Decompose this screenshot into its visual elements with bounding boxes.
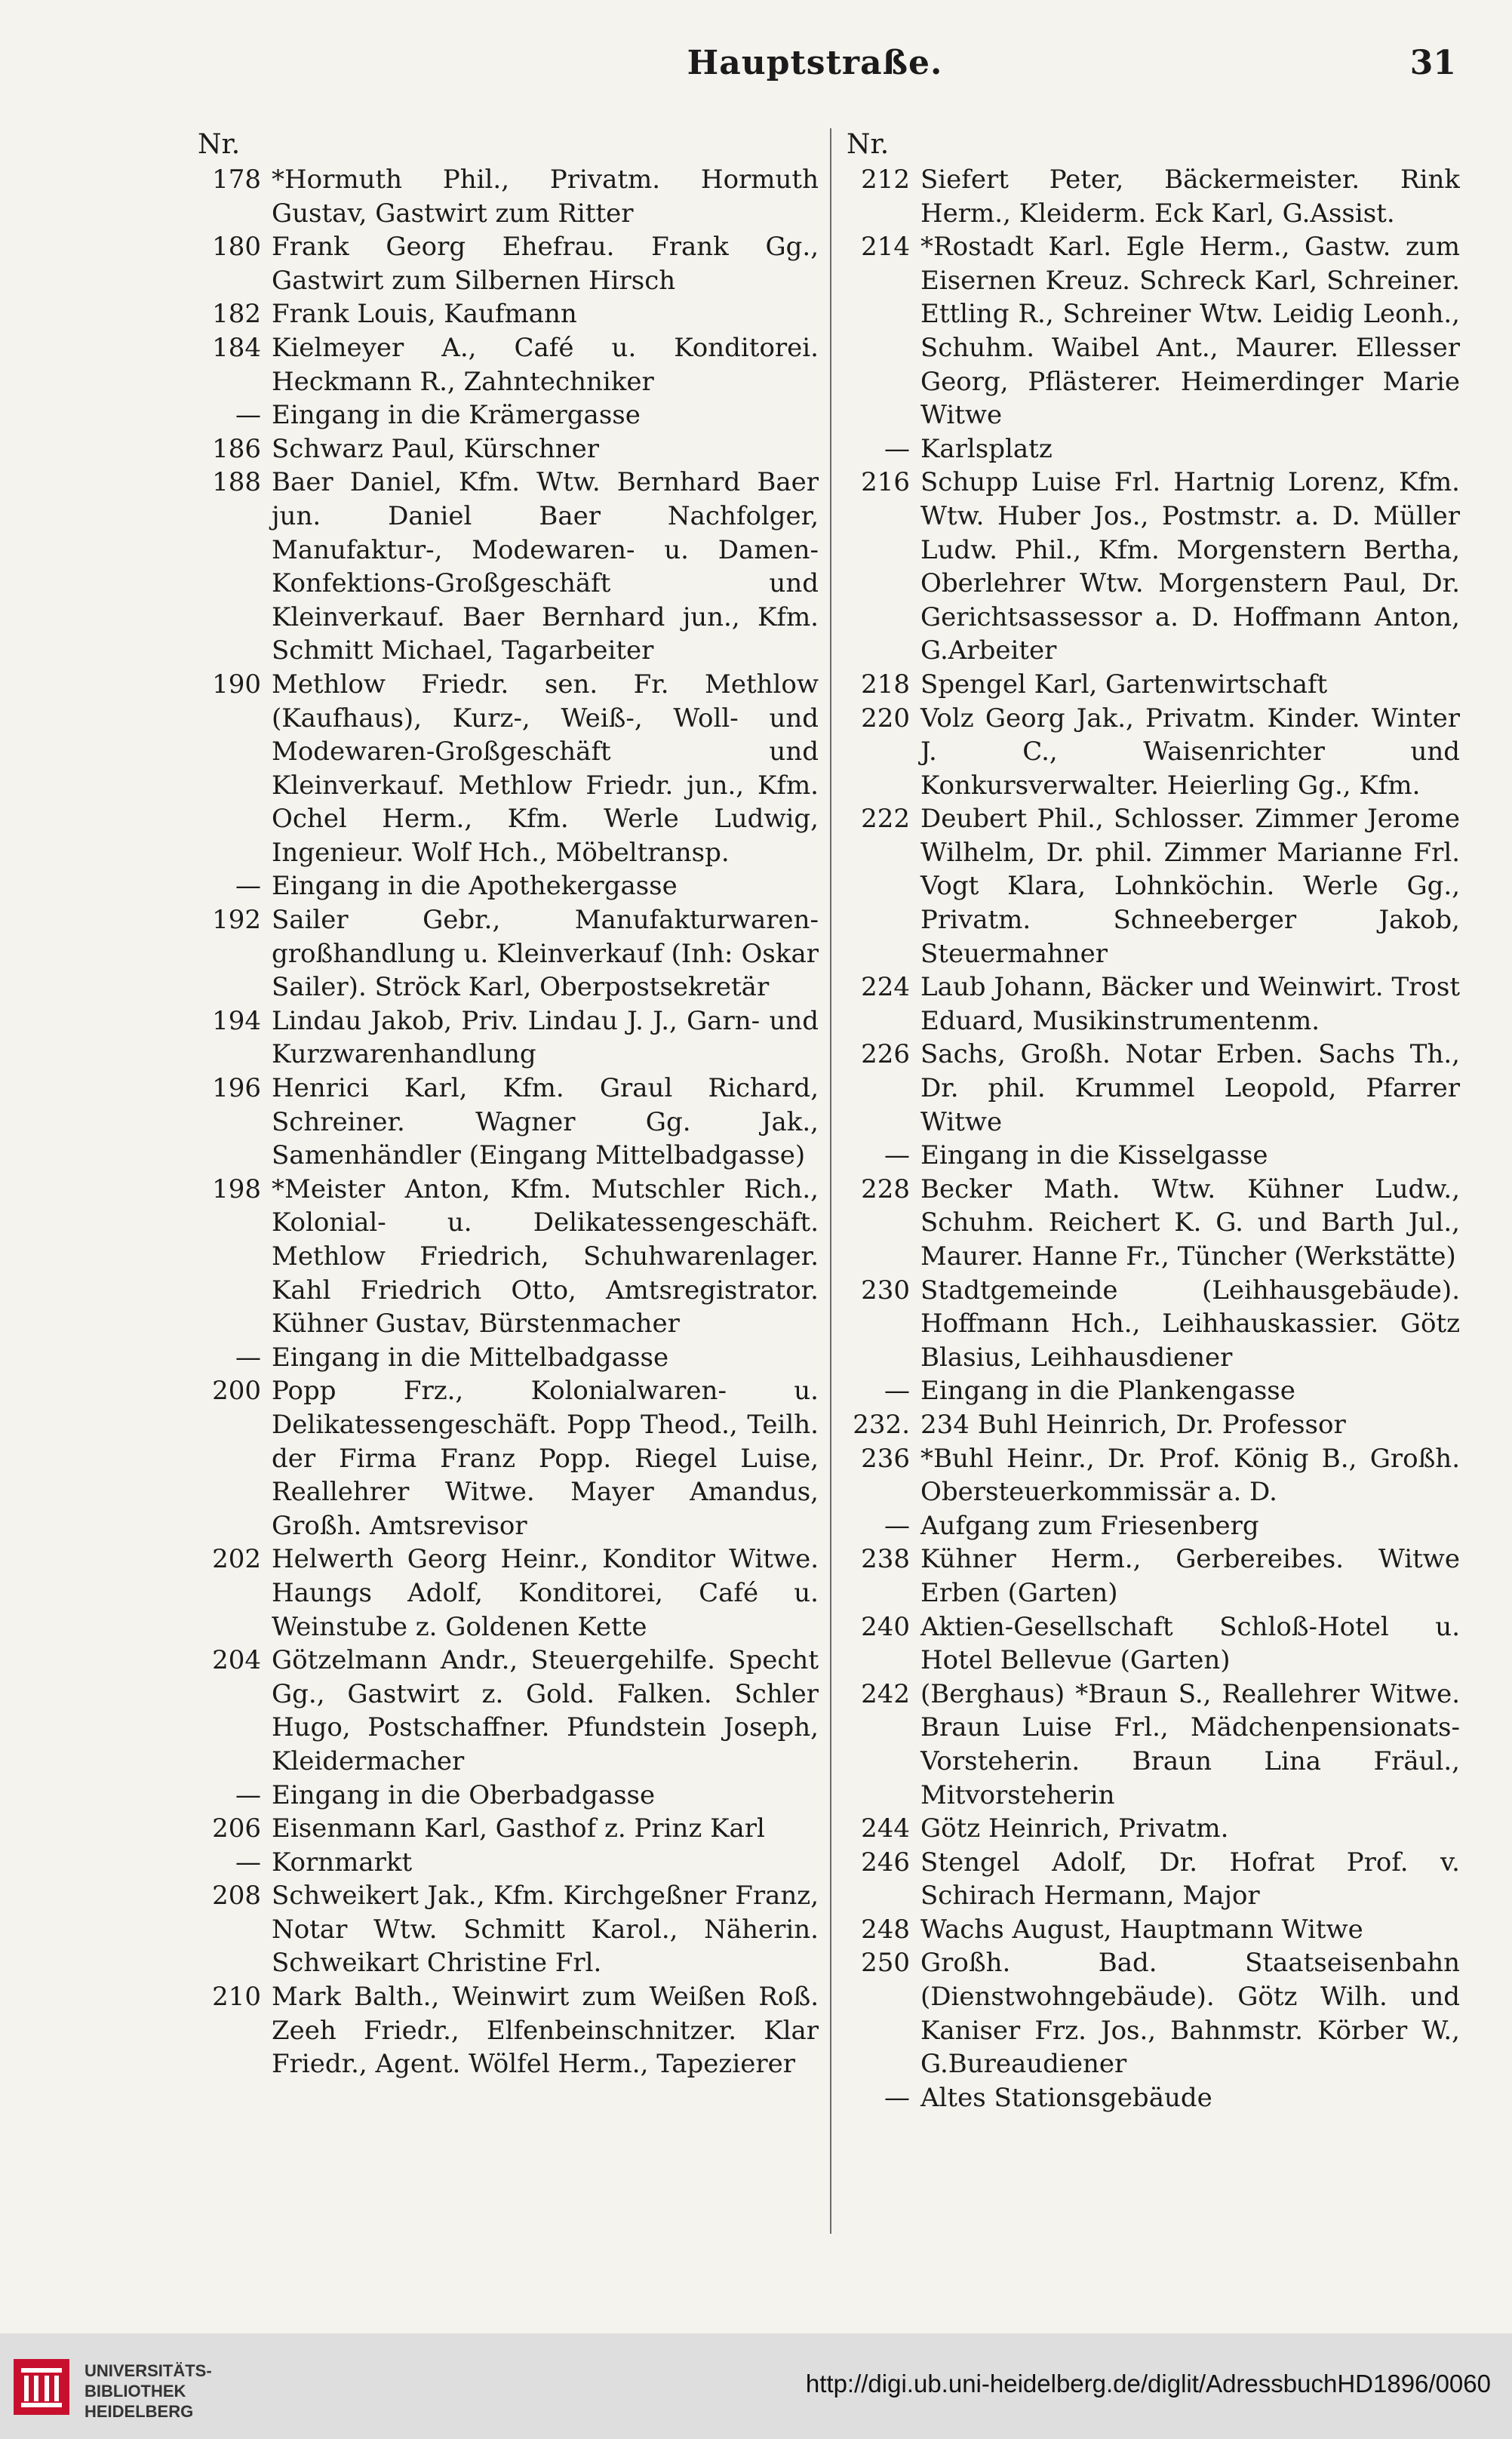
house-number: 188 <box>212 467 261 498</box>
address-entry <box>189 1072 819 1173</box>
address-entry <box>189 1004 819 1072</box>
house-number: 214 <box>861 232 910 263</box>
house-number: 240 <box>861 1611 910 1642</box>
house-number: — <box>884 1510 910 1541</box>
house-number: 190 <box>212 669 261 700</box>
house-number: 210 <box>212 1982 261 2013</box>
street-section-row <box>189 398 819 432</box>
library-name-line: UNIVERSITÄTS- <box>85 2361 212 2380</box>
residents-text: (Berghaus) *Braun S., Reallehrer Witwe. Braun Luise Frl., Mädchenpensionats-Vorsteherin. Braun Lina Fräul., Mitvorsteherin <box>920 1678 1460 1810</box>
street-section-row <box>837 2081 1460 2115</box>
residents-text: Laub Johann, Bäcker und Weinwirt. Trost Eduard, Musikinstrumentenm. <box>920 972 1460 1036</box>
house-number: 186 <box>212 433 261 464</box>
residents-text: Lindau Jakob, Priv. Lindau J. J., Garn- und Kurzwarenhandlung <box>272 1005 819 1070</box>
column-divider <box>830 128 831 2234</box>
address-entry <box>837 1610 1460 1678</box>
address-entry <box>189 331 819 398</box>
house-number: — <box>884 433 910 464</box>
address-entry <box>189 297 819 331</box>
address-entry <box>189 1879 819 1980</box>
residents-text: Deubert Phil., Schlosser. Zimmer Jerome Wilhelm, Dr. phil. Zimmer Marianne Frl. Vogt Klara, Lohnköchin. Werle Gg., Privatm. Schneeberger Jakob, Steuermahner <box>920 804 1460 969</box>
residents-text: Sachs, Großh. Notar Erben. Sachs Th., Dr. phil. Krummel Leopold, Pfarrer Witwe <box>920 1039 1460 1137</box>
house-number: 178 <box>212 165 261 195</box>
residents-text: Frank Louis, Kaufmann <box>272 299 577 330</box>
residents-text: Sailer Gebr., Manufakturwaren-großhandlung u. Kleinverkauf (Inh: Oskar Sailer). Ströck Karl, Oberpostsekretär <box>272 905 819 1003</box>
house-number: 236 <box>861 1443 910 1474</box>
street-section-row <box>837 432 1460 466</box>
address-entry <box>837 1812 1460 1846</box>
address-entry <box>837 1274 1460 1375</box>
residents-text: Eingang in die Plankengasse <box>920 1376 1295 1407</box>
house-number: 192 <box>212 905 261 936</box>
house-number: 196 <box>212 1073 261 1104</box>
house-number: — <box>884 1140 910 1171</box>
residents-text: Frank Georg Ehefrau. Frank Gg., Gastwirt zum Silbernen Hirsch <box>272 232 819 296</box>
house-number: 200 <box>212 1376 261 1407</box>
address-entry <box>189 432 819 466</box>
residents-text: *Meister Anton, Kfm. Mutschler Rich., Kolonial- u. Delikatessengeschäft. Methlow Friedrich, Schuhwarenlager. Kahl Friedrich Otto, Amtsregistrator. Kühner Gustav, Bürstenmacher <box>272 1173 819 1339</box>
residents-text: Schweikert Jak., Kfm. Kirchgeßner Franz, Notar Wtw. Schmitt Karol., Näherin. Schweikart Christine Frl. <box>272 1881 819 1979</box>
house-number: 230 <box>861 1275 910 1306</box>
footer-bar <box>0 2333 1512 2439</box>
address-entry <box>189 903 819 1004</box>
house-number: 232. <box>853 1409 910 1440</box>
residents-text: Methlow Friedr. sen. Fr. Methlow (Kaufhaus), Kurz-, Weiß-, Woll- und Modewaren-Großgeschäft und Kleinverkauf. Methlow Friedr. jun., Kfm. Ochel Herm., Kfm. Werle Ludwig, Ingenieur. Wolf Hch., Möbeltransp. <box>272 669 819 868</box>
residents-text: Volz Georg Jak., Privatm. Kinder. Winter J. C., Waisenrichter und Konkursverwalter. Heierling Gg., Kfm. <box>920 703 1460 801</box>
house-number: 216 <box>861 467 910 498</box>
page-number: 31 <box>1409 44 1456 82</box>
address-entry <box>837 1542 1460 1610</box>
residents-text: Stengel Adolf, Dr. Hofrat Prof. v. Schirach Hermann, Major <box>920 1847 1460 1912</box>
residents-text: Altes Stationsgebäude <box>920 2082 1212 2113</box>
residents-text: Schwarz Paul, Kürschner <box>272 433 600 464</box>
street-section-row <box>189 1779 819 1813</box>
house-number: — <box>235 1779 261 1810</box>
residents-text: Becker Math. Wtw. Kühner Ludw., Schuhm. Reichert K. G. und Barth Jul., Maurer. Hanne Fr., Tüncher (Werkstätte) <box>920 1173 1460 1272</box>
address-entry <box>189 1173 819 1341</box>
column-heading: Nr. <box>847 129 890 160</box>
address-entry <box>837 970 1460 1038</box>
residents-text: Großh. Bad. Staatseisenbahn (Dienstwohngebäude). Götz Wilh. und Kaniser Frz. Jos., Bahnmstr. Körber W., G.Bureaudiener <box>920 1948 1460 2080</box>
house-number: 246 <box>861 1847 910 1878</box>
residents-text: Karlsplatz <box>920 433 1053 464</box>
house-number: 228 <box>861 1173 910 1204</box>
address-entry <box>837 1913 1460 1947</box>
residents-text: Eingang in die Kisselgasse <box>920 1140 1268 1171</box>
house-number: 204 <box>212 1645 261 1676</box>
residents-text: 234 Buhl Heinrich, Dr. Professor <box>920 1409 1346 1440</box>
address-entry <box>837 1038 1460 1139</box>
residents-text: Spengel Karl, Gartenwirtschaft <box>920 669 1328 700</box>
address-entry <box>837 163 1460 230</box>
address-entry <box>189 1542 819 1644</box>
entry-list <box>837 163 1460 2115</box>
house-number: 198 <box>212 1173 261 1204</box>
house-number: 220 <box>861 703 910 734</box>
house-number: 224 <box>861 972 910 1003</box>
library-name-line: BIBLIOTHEK <box>85 2382 186 2401</box>
residents-text: Henrici Karl, Kfm. Graul Richard, Schreiner. Wagner Gg. Jak., Samenhändler (Eingang Mittelbadgasse) <box>272 1073 819 1171</box>
address-entry <box>189 466 819 668</box>
residents-text: *Rostadt Karl. Egle Herm., Gastw. zum Eisernen Kreuz. Schreck Karl, Schreiner. Ettling R., Schreiner Wtw. Leidig Leonh., Schuhm. Waibel Ant., Maurer. Ellesser Georg, Pflästerer. Heimerdinger Marie Witwe <box>920 232 1460 431</box>
address-entry <box>837 1678 1460 1812</box>
house-number: — <box>235 400 261 431</box>
residents-text: Baer Daniel, Kfm. Wtw. Bernhard Baer jun. Daniel Baer Nachfolger, Manufaktur-, Modewaren- u. Damen-Konfektions-Großgeschäft und Kleinverkauf. Baer Bernhard jun., Kfm. Schmitt Michael, Tagarbeiter <box>272 467 819 666</box>
house-number: 238 <box>861 1544 910 1575</box>
address-entry <box>189 163 819 230</box>
house-number: 208 <box>212 1881 261 1912</box>
residents-text: Götz Heinrich, Privatm. <box>920 1813 1229 1844</box>
residents-text: Eisenmann Karl, Gasthof z. Prinz Karl <box>272 1813 765 1844</box>
residents-text: Wachs August, Hauptmann Witwe <box>920 1914 1363 1945</box>
house-number: — <box>235 871 261 902</box>
left-column <box>189 128 819 2241</box>
residents-text: *Hormuth Phil., Privatm. Hormuth Gustav, Gastwirt zum Ritter <box>272 165 819 229</box>
house-number: 250 <box>861 1948 910 1979</box>
house-number: 184 <box>212 332 261 363</box>
residents-text: Mark Balth., Weinwirt zum Weißen Roß. Zeeh Friedr., Elfenbeinschnitzer. Klar Friedr., Agent. Wölfel Herm., Tapezierer <box>272 1982 819 2080</box>
house-number: — <box>884 2082 910 2113</box>
house-number: 206 <box>212 1813 261 1844</box>
library-logo-icon <box>14 2359 69 2415</box>
running-head <box>174 44 1456 89</box>
residents-text: Eingang in die Apothekergasse <box>272 871 678 902</box>
house-number: 244 <box>861 1813 910 1844</box>
source-url-link[interactable]: http://digi.ub.uni-heidelberg.de/diglit/AdressbuchHD1896/0060 <box>805 2370 1491 2397</box>
house-number: 194 <box>212 1005 261 1036</box>
entry-list <box>189 163 819 2081</box>
house-number: — <box>235 1847 261 1878</box>
right-column <box>837 128 1460 2241</box>
residents-text: *Buhl Heinr., Dr. Prof. König B., Großh. Obersteuerkommissär a. D. <box>920 1443 1460 1508</box>
residents-text: Kornmarkt <box>272 1847 413 1878</box>
residents-text: Helwerth Georg Heinr., Konditor Witwe. Haungs Adolf, Konditorei, Café u. Weinstube z. Goldenen Kette <box>272 1544 819 1642</box>
address-entry <box>837 668 1460 702</box>
street-section-row <box>837 1139 1460 1173</box>
address-entry <box>189 1644 819 1778</box>
house-number: 218 <box>861 669 910 700</box>
house-number: — <box>884 1376 910 1407</box>
house-number: 242 <box>861 1678 910 1709</box>
address-entry <box>837 1442 1460 1509</box>
address-entry <box>189 1980 819 2081</box>
library-name-line: HEIDELBERG <box>85 2402 194 2421</box>
street-section-row <box>189 1341 819 1375</box>
house-number: 182 <box>212 299 261 330</box>
address-entry <box>837 1408 1460 1442</box>
residents-text: Aktien-Gesellschaft Schloß-Hotel u. Hotel Bellevue (Garten) <box>920 1611 1460 1676</box>
house-number: 202 <box>212 1544 261 1575</box>
house-number: 226 <box>861 1039 910 1070</box>
house-number: 222 <box>861 804 910 835</box>
library-name <box>85 2361 212 2422</box>
address-entry <box>837 1173 1460 1274</box>
column-heading: Nr. <box>198 129 241 160</box>
house-number: — <box>235 1342 261 1373</box>
residents-text: Götzelmann Andr., Steuergehilfe. Specht Gg., Gastwirt z. Gold. Falken. Schler Hugo, Postschaffner. Pfundstein Joseph, Kleidermacher <box>272 1645 819 1776</box>
address-entry <box>189 230 819 297</box>
residents-text: Siefert Peter, Bäckermeister. Rink Herm., Kleiderm. Eck Karl, G.Assist. <box>920 165 1460 229</box>
residents-text: Eingang in die Krämergasse <box>272 400 641 431</box>
address-entry <box>837 702 1460 803</box>
residents-text: Kühner Herm., Gerbereibes. Witwe Erben (Garten) <box>920 1544 1460 1608</box>
address-entry <box>837 1846 1460 1913</box>
page-title: Hauptstraße. <box>687 44 943 82</box>
house-number: 180 <box>212 232 261 263</box>
address-entry <box>837 802 1460 970</box>
residents-text: Aufgang zum Friesenberg <box>920 1510 1259 1541</box>
address-entry <box>837 1946 1460 2081</box>
residents-text: Kielmeyer A., Café u. Konditorei. Heckmann R., Zahntechniker <box>272 332 819 397</box>
house-number: 212 <box>861 165 910 195</box>
address-entry <box>189 1374 819 1542</box>
address-entry <box>837 230 1460 432</box>
residents-text: Popp Frz., Kolonialwaren- u. Delikatessengeschäft. Popp Theod., Teilh. der Firma Franz Popp. Riegel Luise, Reallehrer Witwe. Mayer Amandus, Großh. Amtsrevisor <box>272 1376 819 1541</box>
residents-text: Stadtgemeinde (Leihhausgebäude). Hoffmann Hch., Leihhauskassier. Götz Blasius, Leihhausdiener <box>920 1275 1460 1373</box>
house-number: 248 <box>861 1914 910 1945</box>
address-entry <box>189 1812 819 1846</box>
residents-text: Eingang in die Oberbadgasse <box>272 1779 656 1810</box>
address-entry <box>837 466 1460 668</box>
street-section-row <box>837 1509 1460 1543</box>
street-section-row <box>189 1846 819 1880</box>
residents-text: Schupp Luise Frl. Hartnig Lorenz, Kfm. Wtw. Huber Jos., Postmstr. a. D. Müller Ludw. Phil., Kfm. Morgenstern Bertha, Oberlehrer Wtw. Morgenstern Paul, Dr. Gerichtsassessor a. D. Hoffmann Anton, G.Arbeiter <box>920 467 1460 666</box>
street-section-row <box>837 1374 1460 1408</box>
address-entry <box>189 668 819 870</box>
residents-text: Eingang in die Mittelbadgasse <box>272 1342 669 1373</box>
street-section-row <box>189 869 819 903</box>
